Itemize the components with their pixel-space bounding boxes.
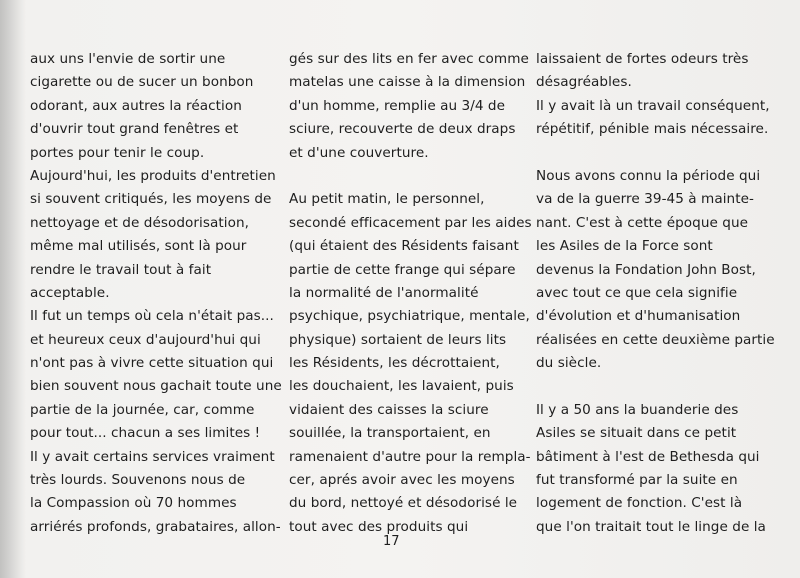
text-line: gés sur des lits en fer avec comme [289, 51, 529, 67]
text-line: d'ouvrir tout grand fenêtres et [30, 121, 239, 138]
text-line: la normalité de l'anormalité [289, 284, 479, 301]
text-line: ramenaient d'autre pour la rempla- [289, 448, 531, 465]
text-line: arriérés profonds, grabataires, allon- [30, 518, 281, 535]
text-column-1 [30, 48, 280, 539]
text-line: aux uns l'envie de sortir une [30, 51, 226, 67]
text-line: du siècle. [536, 355, 602, 372]
text-column-2 [289, 48, 532, 539]
text-line: fut transformé par la suite en [536, 472, 738, 489]
text-line: et d'une couverture. [289, 144, 429, 161]
text-line: portes pour tenir le coup. [30, 144, 205, 161]
text-line: les douchaient, les lavaient, puis [289, 378, 514, 395]
paragraph [289, 188, 532, 539]
text-line: les Asiles de la Force sont [536, 238, 713, 255]
text-line: Aujourd'hui, les produits d'entretien [30, 167, 276, 184]
text-line: même mal utilisés, sont là pour [30, 238, 247, 255]
paragraph-gap [536, 142, 768, 165]
binding-shadow [0, 0, 26, 578]
text-line: secondé efficacement par les aides [289, 214, 532, 231]
text-line: acceptable. [30, 284, 110, 301]
text-line: du bord, nettoyé et désodorisé le [289, 495, 518, 512]
paragraph [536, 48, 768, 142]
text-line: souillée, la transportaient, en [289, 425, 491, 442]
text-line: psychique, psychiatrique, mentale, [289, 308, 530, 325]
paragraph-gap [536, 375, 768, 398]
text-line: Il y a 50 ans la buanderie des [536, 401, 739, 418]
text-line: et heureux ceux d'aujourd'hui qui [30, 331, 261, 348]
text-line: cigarette ou de sucer un bonbon [30, 74, 254, 91]
text-line: répétitif, pénible mais nécessaire. [536, 121, 769, 138]
text-line: d'évolution et d'humanisation [536, 308, 741, 325]
text-line: odorant, aux autres la réaction [30, 97, 242, 114]
text-line: d'un homme, remplie au 3/4 de [289, 97, 506, 114]
text-line: vidaient des caisses la sciure [289, 401, 489, 418]
text-line: nettoyage et de désodorisation, [30, 214, 249, 231]
paragraph [536, 399, 768, 539]
paragraph [536, 165, 775, 376]
text-line: bâtiment à l'est de Bethesda qui [536, 448, 760, 465]
text-line: Nous avons connu la période qui [536, 167, 761, 184]
text-line: physique) sortaient de leurs lits [289, 331, 507, 348]
text-line: nant. C'est à cette époque que [536, 214, 749, 231]
text-line: très lourds. Souvenons nous de [30, 472, 246, 489]
text-line: Au petit matin, le personnel, [289, 191, 485, 208]
text-line: rendre le travail tout à fait [30, 261, 212, 278]
text-line: Il y avait là un travail conséquent, [536, 97, 770, 114]
paragraph [289, 48, 529, 165]
text-line: réalisées en cette deuxième partie [536, 331, 775, 348]
text-line: (qui étaient des Résidents faisant [289, 238, 519, 255]
text-line: va de la guerre 39-45 à mainte- [536, 191, 754, 208]
text-line: matelas une caisse à la dimension [289, 74, 526, 91]
text-line: si souvent critiqués, les moyens de [30, 191, 272, 208]
text-line: laissaient de fortes odeurs très [536, 51, 749, 67]
text-line: désagréables. [536, 74, 632, 91]
text-line: que l'on traitait tout le linge de la [536, 518, 766, 535]
text-line: devenus la Fondation John Bost, [536, 261, 756, 278]
text-line: tout avec des produits qui [289, 518, 469, 535]
text-line: avec tout ce que cela signifie [536, 284, 738, 301]
text-line: pour tout... chacun a ses limites ! [30, 425, 261, 442]
text-line: Asiles se situait dans ce petit [536, 425, 737, 442]
text-line: bien souvent nous gachait toute une [30, 378, 282, 395]
page-number: 17 [383, 534, 400, 549]
text-line: sciure, recouverte de deux draps [289, 121, 516, 138]
text-line: Il y avait certains services vraiment [30, 448, 275, 465]
paragraph-gap [289, 165, 517, 188]
text-column-3 [536, 48, 775, 539]
text-line: Il fut un temps où cela n'était pas... [30, 308, 274, 325]
text-line: partie de cette frange qui sépare [289, 261, 516, 278]
text-line: partie de la journée, car, comme [30, 401, 255, 418]
text-line: n'ont pas à vivre cette situation qui [30, 355, 274, 372]
text-line: les Résidents, les décrottaient, [289, 355, 500, 372]
text-line: la Compassion où 70 hommes [30, 495, 237, 512]
text-line: logement de fonction. C'est là [536, 495, 743, 512]
text-line: cer, aprés avoir avec les moyens [289, 472, 515, 489]
